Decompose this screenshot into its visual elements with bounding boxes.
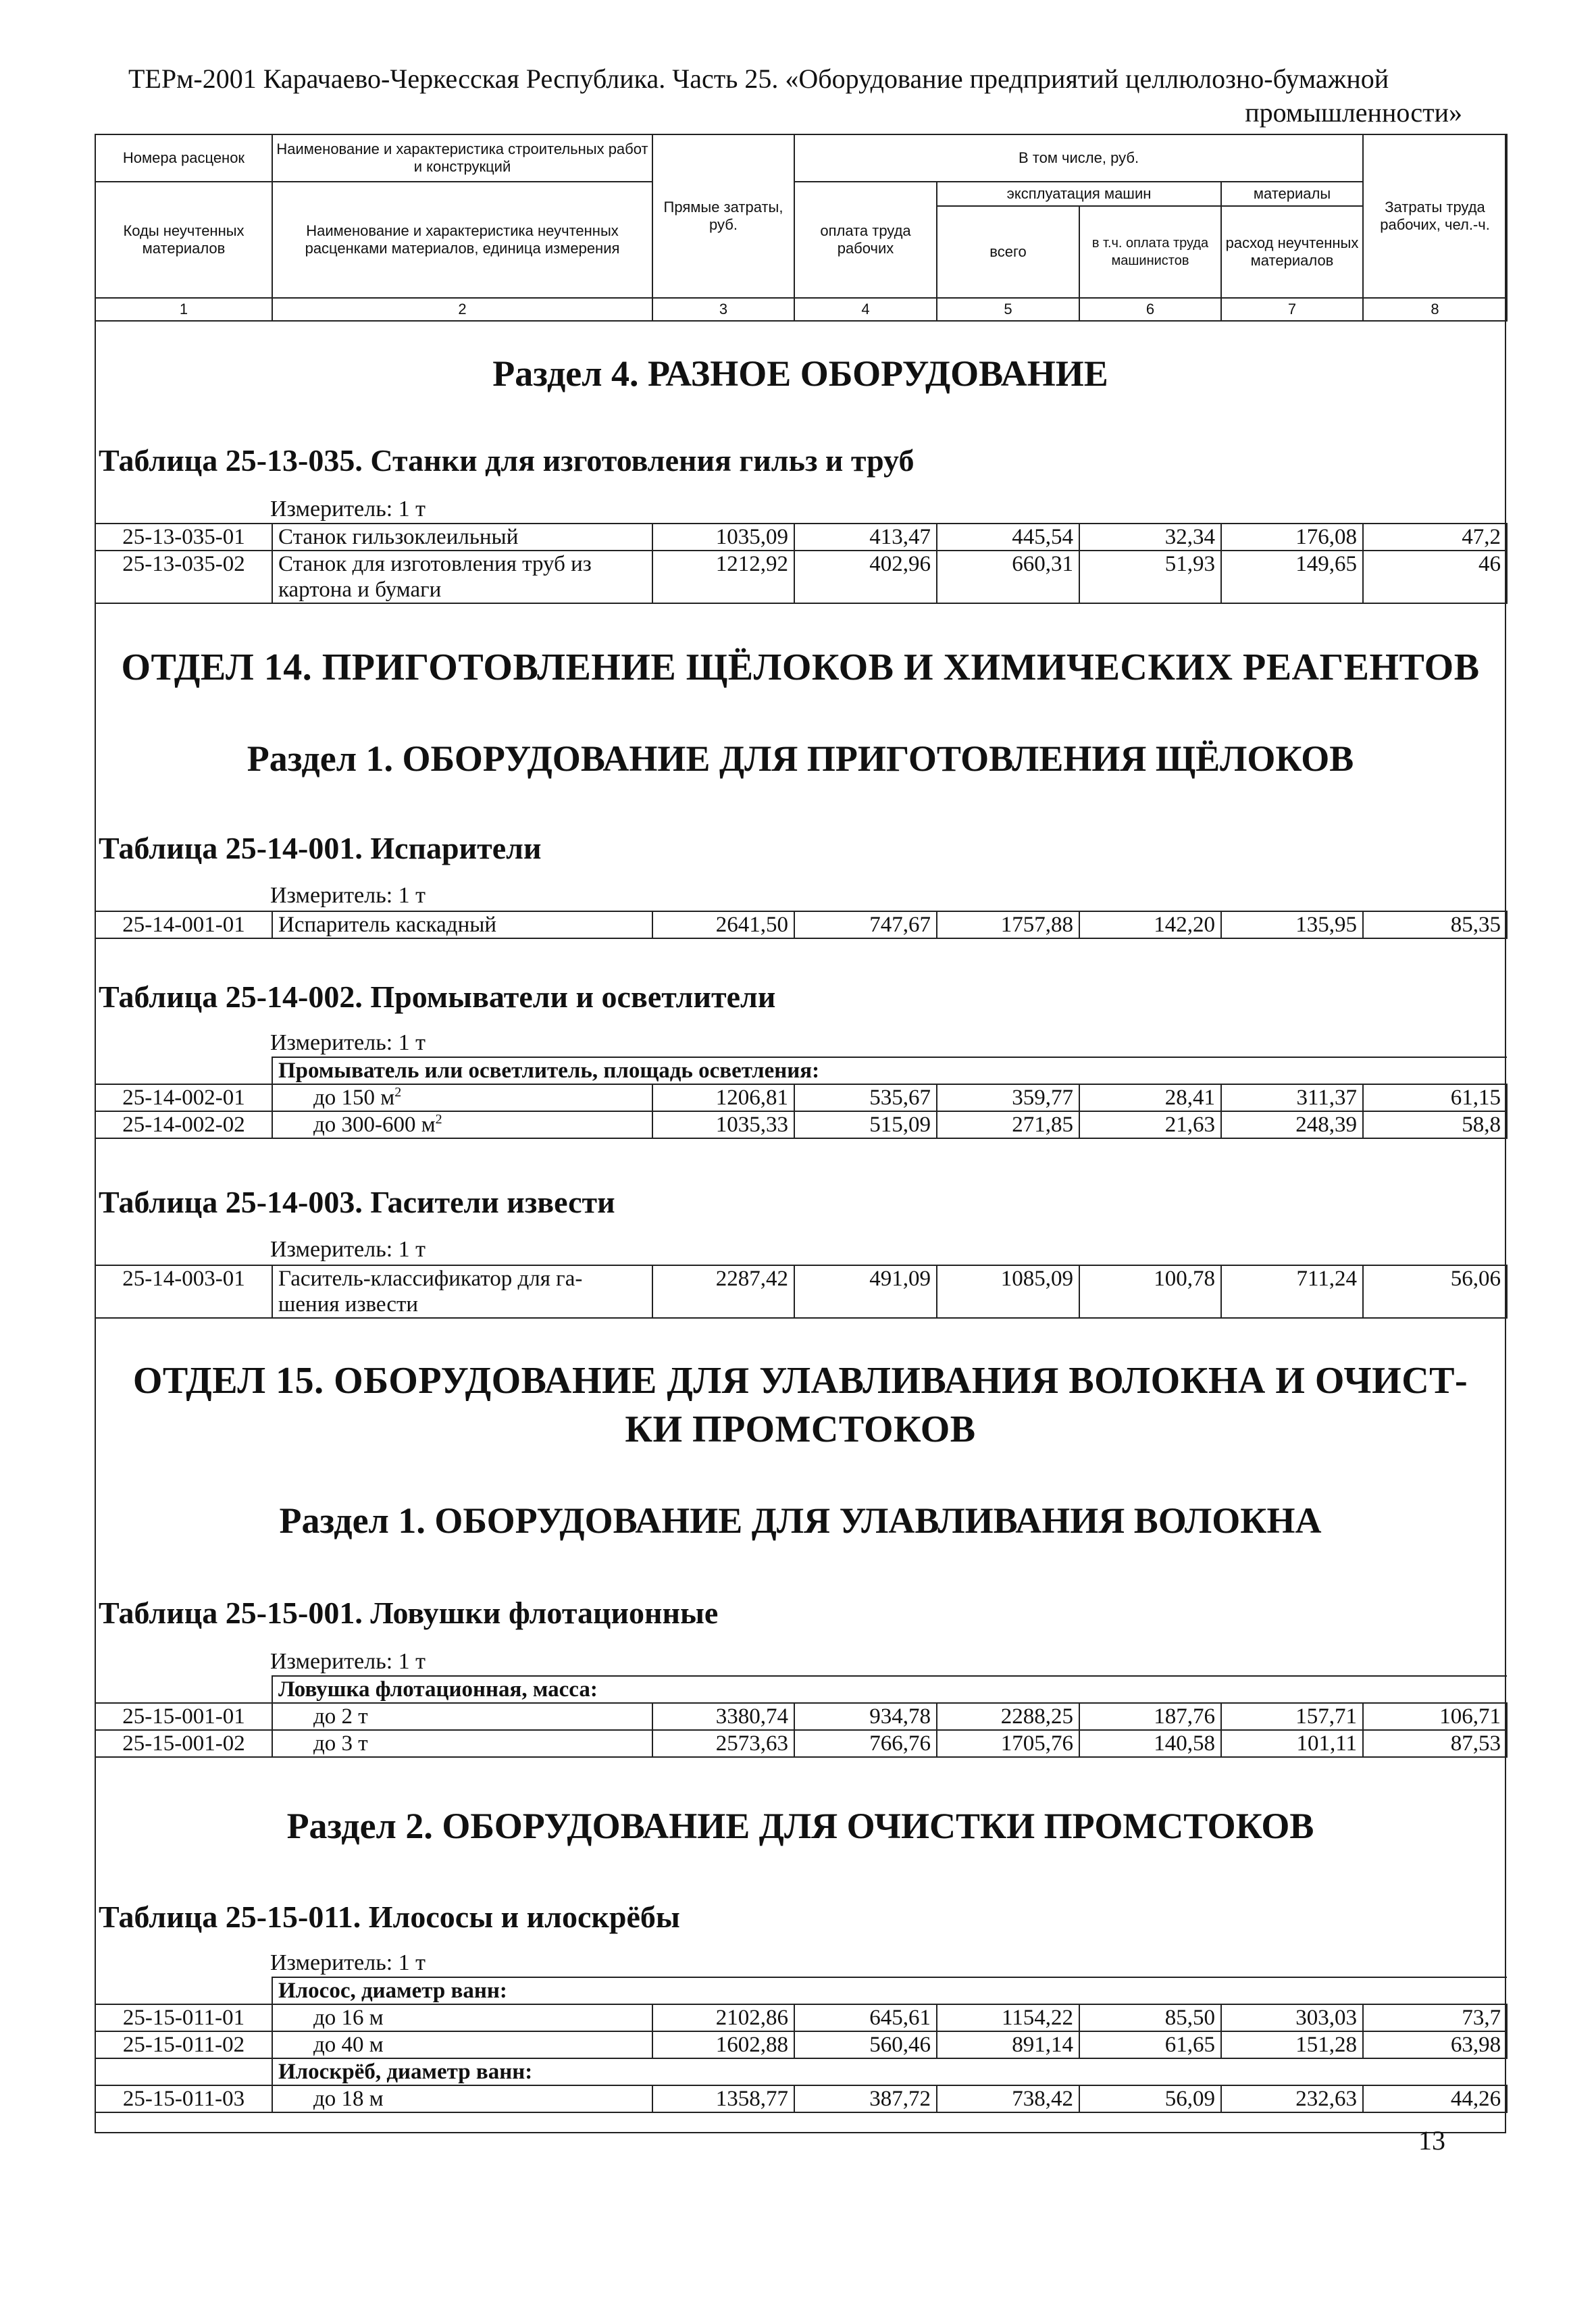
row-value-5: 1085,09 bbox=[937, 1265, 1079, 1318]
row-value-7: 101,11 bbox=[1221, 1730, 1363, 1757]
row-value-6: 85,50 bbox=[1079, 2004, 1221, 2031]
data-table-25-15-011 bbox=[95, 1977, 1508, 2113]
row-value-6: 187,76 bbox=[1079, 1703, 1221, 1730]
data-table-25-15-001 bbox=[95, 1675, 1508, 1758]
row-value-5: 2288,25 bbox=[937, 1703, 1079, 1730]
measure-25-14-001: Измеритель: 1 т bbox=[270, 883, 426, 908]
row-code: 25-14-003-01 bbox=[95, 1265, 272, 1318]
table-title-25-13-035: Таблица 25-13-035. Станки для изготовления гильз и труб bbox=[99, 443, 915, 478]
row-value-6: 61,65 bbox=[1079, 2031, 1221, 2058]
row-name-line-1: Гаситель-классификатор для га- bbox=[278, 1267, 583, 1291]
col-naimenovanie-raboty: Наименование и характеристика строительных работ и конструкций bbox=[272, 134, 652, 182]
col-num-4: 4 bbox=[794, 298, 937, 321]
group-label: Ловушка флотационная, масса: bbox=[272, 1676, 1507, 1703]
row-value-3: 2641,50 bbox=[652, 911, 794, 938]
row-value-8: 85,35 bbox=[1363, 911, 1507, 938]
table-row bbox=[95, 1703, 1507, 1730]
row-value-6: 140,58 bbox=[1079, 1730, 1221, 1757]
row-value-5: 738,42 bbox=[937, 2085, 1079, 2112]
row-name: до 40 м bbox=[272, 2031, 652, 2058]
row-value-5: 271,85 bbox=[937, 1111, 1079, 1138]
row-code: 25-14-002-01 bbox=[95, 1084, 272, 1111]
col-oplata-mashinistov: в т.ч. оплата труда машинистов bbox=[1079, 206, 1221, 298]
table-row bbox=[95, 2031, 1507, 2058]
row-value-3: 1035,33 bbox=[652, 1111, 794, 1138]
otdel-15-line-2: КИ ПРОМСТОКОВ bbox=[625, 1408, 976, 1450]
row-value-6: 56,09 bbox=[1079, 2085, 1221, 2112]
col-num-8: 8 bbox=[1363, 298, 1507, 321]
row-value-6: 142,20 bbox=[1079, 911, 1221, 938]
row-value-5: 1705,76 bbox=[937, 1730, 1079, 1757]
group-row bbox=[95, 2058, 1507, 2085]
row-value-5: 660,31 bbox=[937, 551, 1079, 603]
row-value-8: 56,06 bbox=[1363, 1265, 1507, 1318]
col-rashod-materialov: расход неучтенных материалов bbox=[1221, 206, 1363, 298]
col-ekspluataciya-mashin: эксплуатация машин bbox=[937, 182, 1221, 206]
header-line-2: промышленности» bbox=[1245, 97, 1462, 128]
row-value-3: 1035,09 bbox=[652, 524, 794, 551]
row-value-7: 149,65 bbox=[1221, 551, 1363, 603]
section-title-razdel-1-volokna: Раздел 1. ОБОРУДОВАНИЕ ДЛЯ УЛАВЛИВАНИЯ ВОЛОКНА bbox=[279, 1500, 1322, 1541]
row-name-line-1: Станок для изготовления труб из bbox=[278, 552, 592, 576]
row-code: 25-14-001-01 bbox=[95, 911, 272, 938]
row-code: 25-13-035-02 bbox=[95, 551, 272, 603]
row-name bbox=[272, 1265, 652, 1318]
row-value-6: 51,93 bbox=[1079, 551, 1221, 603]
table-title-25-14-003: Таблица 25-14-003. Гасители извести bbox=[99, 1185, 615, 1219]
row-value-6: 100,78 bbox=[1079, 1265, 1221, 1318]
row-value-6: 32,34 bbox=[1079, 524, 1221, 551]
row-value-5: 445,54 bbox=[937, 524, 1079, 551]
row-name bbox=[272, 551, 652, 603]
col-num-7: 7 bbox=[1221, 298, 1363, 321]
row-value-3: 1206,81 bbox=[652, 1084, 794, 1111]
measure-25-15-001: Измеритель: 1 т bbox=[270, 1649, 426, 1674]
group-row bbox=[95, 1676, 1507, 1703]
table-row bbox=[95, 1111, 1507, 1138]
row-value-4: 387,72 bbox=[794, 2085, 937, 2112]
row-name: до 16 м bbox=[272, 2004, 652, 2031]
col-naimenovanie-materialov: Наименование и характеристика неучтенных расценками материалов, единица измерения bbox=[272, 182, 652, 298]
measure-25-15-011: Измеритель: 1 т bbox=[270, 1950, 426, 1975]
row-value-4: 766,76 bbox=[794, 1730, 937, 1757]
row-code: 25-14-002-02 bbox=[95, 1111, 272, 1138]
section-title-razdel-1-shchelokov: Раздел 1. ОБОРУДОВАНИЕ ДЛЯ ПРИГОТОВЛЕНИЯ ЩЁЛОКОВ bbox=[247, 738, 1354, 779]
table-row bbox=[95, 2085, 1507, 2112]
row-value-6: 28,41 bbox=[1079, 1084, 1221, 1111]
row-name-text: до 150 м bbox=[313, 1086, 395, 1110]
row-value-7: 176,08 bbox=[1221, 524, 1363, 551]
row-value-4: 413,47 bbox=[794, 524, 937, 551]
row-value-4: 934,78 bbox=[794, 1703, 937, 1730]
row-name: до 18 м bbox=[272, 2085, 652, 2112]
table-title-25-15-001: Таблица 25-15-001. Ловушки флотационные bbox=[99, 1596, 719, 1630]
measure-25-13-035: Измеритель: 1 т bbox=[270, 497, 426, 522]
section-title-otdel-15 bbox=[95, 1356, 1506, 1454]
row-code: 25-15-011-03 bbox=[95, 2085, 272, 2112]
col-zatraty-truda: Затраты труда рабочих, чел.-ч. bbox=[1363, 134, 1507, 298]
group-label: Промыватель или осветлитель, площадь осветления: bbox=[272, 1057, 1507, 1084]
row-value-8: 106,71 bbox=[1363, 1703, 1507, 1730]
table-row bbox=[95, 911, 1507, 938]
row-value-5: 359,77 bbox=[937, 1084, 1079, 1111]
row-name: Станок гильзоклеильный bbox=[272, 524, 652, 551]
measure-25-14-002: Измеритель: 1 т bbox=[270, 1030, 426, 1055]
row-value-5: 1154,22 bbox=[937, 2004, 1079, 2031]
table-row bbox=[95, 1730, 1507, 1757]
col-v-tom-chisle: В том числе, руб. bbox=[794, 134, 1363, 182]
data-table-25-13-035 bbox=[95, 523, 1508, 604]
page-number: 13 bbox=[1418, 2125, 1445, 2156]
row-code: 25-13-035-01 bbox=[95, 524, 272, 551]
row-value-4: 491,09 bbox=[794, 1265, 937, 1318]
row-code: 25-15-011-02 bbox=[95, 2031, 272, 2058]
col-num-6: 6 bbox=[1079, 298, 1221, 321]
col-nomera-rascenok: Номера расценок bbox=[95, 134, 272, 182]
col-materialy: материалы bbox=[1221, 182, 1363, 206]
row-value-7: 135,95 bbox=[1221, 911, 1363, 938]
row-value-5: 1757,88 bbox=[937, 911, 1079, 938]
row-name-text: до 300-600 м bbox=[313, 1113, 436, 1137]
header-line-1: ТЕРм-2001 Карачаево-Черкесская Республика. Часть 25. «Оборудование предприятий целлюлозно-бумажной bbox=[128, 63, 1389, 94]
data-table-25-14-003 bbox=[95, 1265, 1508, 1319]
table-row bbox=[95, 1265, 1507, 1318]
row-value-5: 891,14 bbox=[937, 2031, 1079, 2058]
row-value-3: 2287,42 bbox=[652, 1265, 794, 1318]
measure-25-14-003: Измеритель: 1 т bbox=[270, 1237, 426, 1262]
row-value-4: 402,96 bbox=[794, 551, 937, 603]
row-value-8: 58,8 bbox=[1363, 1111, 1507, 1138]
section-title-razdel-2-promstokov: Раздел 2. ОБОРУДОВАНИЕ ДЛЯ ОЧИСТКИ ПРОМСТОКОВ bbox=[286, 1806, 1314, 1846]
table-title-25-15-011: Таблица 25-15-011. Илососы и илоскрёбы bbox=[99, 1900, 680, 1934]
row-value-6: 21,63 bbox=[1079, 1111, 1221, 1138]
col-oplata-truda: оплата труда рабочих bbox=[794, 182, 937, 298]
row-name-line-2: шения извести bbox=[278, 1292, 419, 1317]
row-value-7: 311,37 bbox=[1221, 1084, 1363, 1111]
group-row bbox=[95, 1977, 1507, 2004]
row-value-7: 157,71 bbox=[1221, 1703, 1363, 1730]
row-value-8: 63,98 bbox=[1363, 2031, 1507, 2058]
row-value-4: 560,46 bbox=[794, 2031, 937, 2058]
table-row bbox=[95, 551, 1507, 603]
row-name-line-2: картона и бумаги bbox=[278, 578, 442, 602]
unit-superscript: 2 bbox=[394, 1085, 402, 1100]
table-title-25-14-002: Таблица 25-14-002. Промыватели и осветлители bbox=[99, 980, 776, 1014]
table-row bbox=[95, 1084, 1507, 1111]
row-code: 25-15-011-01 bbox=[95, 2004, 272, 2031]
row-value-7: 711,24 bbox=[1221, 1265, 1363, 1318]
row-value-4: 535,67 bbox=[794, 1084, 937, 1111]
row-value-8: 61,15 bbox=[1363, 1084, 1507, 1111]
row-value-4: 645,61 bbox=[794, 2004, 937, 2031]
col-kody-materialov: Коды неучтенных материалов bbox=[95, 182, 272, 298]
col-num-3: 3 bbox=[652, 298, 794, 321]
row-name bbox=[272, 1111, 652, 1138]
row-name: до 3 т bbox=[272, 1730, 652, 1757]
col-vsego: всего bbox=[937, 206, 1079, 298]
row-value-7: 232,63 bbox=[1221, 2085, 1363, 2112]
data-table-25-14-002 bbox=[95, 1057, 1508, 1139]
row-value-3: 3380,74 bbox=[652, 1703, 794, 1730]
group-label: Илоскрёб, диаметр ванн: bbox=[272, 2058, 1507, 2085]
row-value-7: 248,39 bbox=[1221, 1111, 1363, 1138]
row-value-3: 2573,63 bbox=[652, 1730, 794, 1757]
column-header-table bbox=[95, 134, 1508, 322]
document-header bbox=[128, 62, 1462, 130]
row-value-3: 1212,92 bbox=[652, 551, 794, 603]
col-num-2: 2 bbox=[272, 298, 652, 321]
row-value-8: 46 bbox=[1363, 551, 1507, 603]
row-name: Испаритель каскадный bbox=[272, 911, 652, 938]
row-value-8: 44,26 bbox=[1363, 2085, 1507, 2112]
row-value-4: 747,67 bbox=[794, 911, 937, 938]
row-code: 25-15-001-02 bbox=[95, 1730, 272, 1757]
section-title-otdel-14: ОТДЕЛ 14. ПРИГОТОВЛЕНИЕ ЩЁЛОКОВ И ХИМИЧЕСКИХ РЕАГЕНТОВ bbox=[121, 646, 1480, 688]
row-value-8: 87,53 bbox=[1363, 1730, 1507, 1757]
unit-superscript: 2 bbox=[435, 1112, 442, 1127]
row-code: 25-15-001-01 bbox=[95, 1703, 272, 1730]
row-value-8: 73,7 bbox=[1363, 2004, 1507, 2031]
col-num-1: 1 bbox=[95, 298, 272, 321]
row-name bbox=[272, 1084, 652, 1111]
table-title-25-14-001: Таблица 25-14-001. Испарители bbox=[99, 831, 542, 865]
col-num-5: 5 bbox=[937, 298, 1079, 321]
row-value-4: 515,09 bbox=[794, 1111, 937, 1138]
otdel-15-line-1: ОТДЕЛ 15. ОБОРУДОВАНИЕ ДЛЯ УЛАВЛИВАНИЯ ВОЛОКНА И ОЧИСТ- bbox=[132, 1360, 1468, 1402]
table-row bbox=[95, 524, 1507, 551]
row-value-7: 151,28 bbox=[1221, 2031, 1363, 2058]
col-pryamye-zatraty: Прямые затраты, руб. bbox=[652, 134, 794, 298]
data-table-25-14-001 bbox=[95, 911, 1508, 939]
group-row bbox=[95, 1057, 1507, 1084]
group-label: Илосос, диаметр ванн: bbox=[272, 1977, 1507, 2004]
row-name: до 2 т bbox=[272, 1703, 652, 1730]
row-value-3: 1602,88 bbox=[652, 2031, 794, 2058]
table-row bbox=[95, 2004, 1507, 2031]
row-value-3: 2102,86 bbox=[652, 2004, 794, 2031]
row-value-7: 303,03 bbox=[1221, 2004, 1363, 2031]
row-value-3: 1358,77 bbox=[652, 2085, 794, 2112]
section-title-razdel-4: Раздел 4. РАЗНОЕ ОБОРУДОВАНИЕ bbox=[492, 353, 1108, 394]
row-value-8: 47,2 bbox=[1363, 524, 1507, 551]
